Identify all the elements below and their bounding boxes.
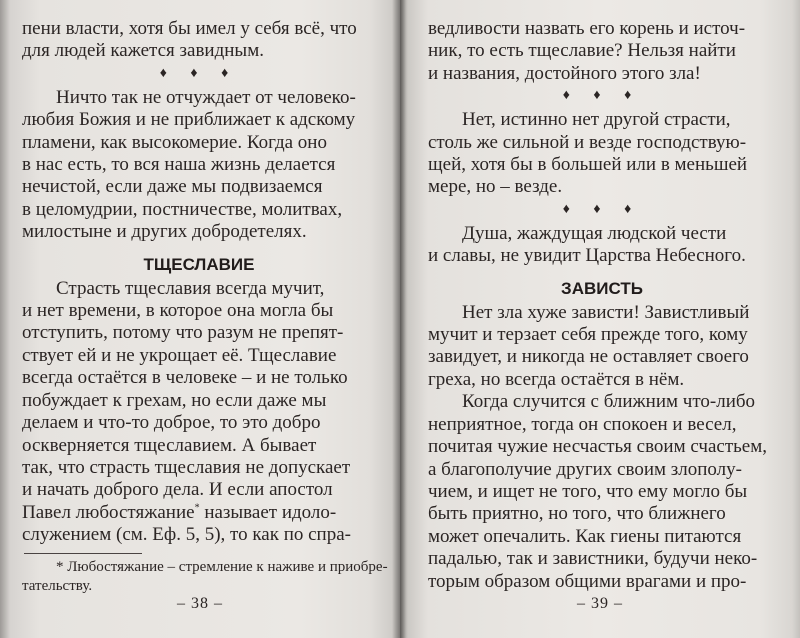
text-line: Когда случится с ближним что-либо [462,391,756,413]
right-page [400,0,800,638]
text-line: служением (см. Еф. 5, 5), то как по спра- [22,524,351,546]
book-spine-shadow [392,0,408,638]
paragraph-envy-2 [428,391,776,593]
text-line: так, что страсть тщеславия не допускает [22,456,351,478]
text-line: в нас есть, то вся наша жизнь делается [22,154,336,176]
section-divider: ♦ ♦ ♦ [562,88,642,104]
text-fragment: называет идоло- [199,501,337,523]
text-line: ведливости назвать его корень и источ- [428,18,746,39]
text-line: ствует ей и не укрощает её. Тщеславие [22,344,337,366]
paragraph-pride [22,87,376,244]
section-heading-envy: ЗАВИСТЬ [561,278,643,298]
text-line: оскверняется тщеславием. А бывает [22,434,317,456]
section-divider: ♦ ♦ ♦ [159,65,239,81]
text-line: Душа, жаждущая людской чести [462,222,727,244]
text-line: неприятное, тогда он спокоен и весел, [428,413,737,435]
footnote-line: тательству. [22,577,93,594]
text-line: греха, но всегда остаётся в нём. [428,368,685,390]
paragraph-vanity [22,278,376,547]
text-line: для людей кажется завидным. [22,40,264,62]
text-line: делаем и что-то доброе, то это добро [22,412,321,434]
text-line: всегда остаётся в человеке – и не только [22,367,348,389]
text-line: отступить, потому что разум не препят- [22,322,344,344]
footnote-line: * Любостяжание – стремление к наживе и приобре- [56,558,388,575]
text-line: может опечалить. Как гиены питаются [428,525,742,547]
text-line: быть приятно, но того, что ближнего [428,503,726,525]
text-line: мере, но – везде. [428,176,563,198]
page-number: – 38 – [177,595,223,612]
text-line: побуждает к грехам, но если даже мы [22,389,327,411]
text-line: щей, хотя бы в большей или в меньшей [428,154,748,176]
text-line: мучит и терзает себя прежде того, кому [428,324,748,346]
footnote-divider [24,553,142,554]
text-line: любия Божия и не приближает к адскому [22,109,356,131]
text-line-with-footnote [22,502,376,524]
text-line: в целомудрии, постничестве, молитвах, [22,198,343,220]
paragraph-soul [428,223,776,268]
text-line: а благополучие других своим злополу- [428,458,742,480]
text-line: и нет времени, в которое она могла бы [22,300,334,322]
text-line: Нет, истинно нет другой страсти, [462,109,731,131]
section-divider: ♦ ♦ ♦ [562,201,642,217]
paragraph-passion [428,109,776,199]
text-line: ник, то есть тщеславие? Нельзя найти [428,40,736,62]
text-line: и названия, достойного этого зла! [428,62,701,84]
text-line: Нет зла хуже зависти! Завистливый [462,301,750,323]
text-fragment: Павел любостяжание [22,501,195,523]
text-line: Страсть тщеславия всегда мучит, [56,277,325,299]
text-line: нечистой, если даже мы подвизаемся [22,176,323,198]
text-line: чием, и ищет не того, что ему могло бы [428,480,748,502]
page-number: – 39 – [577,595,623,612]
text-line: столь же сильной и везде господствую- [428,131,747,153]
text-line: почитая чужие несчастья своим счастьем, [428,436,768,458]
text-line: милостыне и других добродетелях. [22,221,307,243]
text-line: завидует, и никогда не оставляет своего [428,346,749,368]
text-line: и славы, не увидит Царства Небесного. [428,245,746,267]
footnote-marker: * [194,502,200,514]
text-line: падалью, так и завистники, будучи неко- [428,548,758,570]
text-line: пени власти, хотя бы имел у себя всё, что [22,18,357,39]
text-line: торым образом общими врагами и про- [428,570,747,592]
text-line: пламени, как высокомерие. Когда оно [22,131,327,153]
section-heading-vanity: ТЩЕСЛАВИЕ [143,254,255,274]
text-line: Ничто так не отчуждает от человеко- [56,86,356,108]
text-line: и начать доброго дела. И если апостол [22,479,333,501]
paragraph-envy-1 [428,302,776,392]
